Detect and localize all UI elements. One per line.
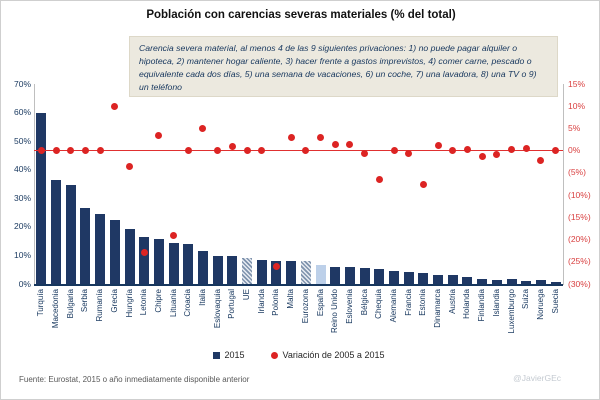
variation-dot-Chipre xyxy=(155,132,162,139)
left-tick-label: 70% xyxy=(13,78,31,89)
bar-Eurozona xyxy=(301,261,311,284)
x-label-Eurozona: Eurozona xyxy=(300,289,310,324)
bar-Austria xyxy=(448,275,458,284)
x-label-Rumanía: Rumanía xyxy=(95,289,105,322)
right-tick-label: 5% xyxy=(568,122,581,133)
x-label-Francia: Francia xyxy=(403,289,413,316)
left-tick-label: 20% xyxy=(13,221,31,232)
x-label-Chipre: Chipre xyxy=(153,289,163,313)
bar-Italia xyxy=(198,251,208,284)
variation-dot-Grecia xyxy=(111,103,118,110)
zero-line xyxy=(34,150,563,151)
annotation-box xyxy=(129,36,558,97)
right-tick-label: 15% xyxy=(568,78,586,89)
bar-Grecia xyxy=(110,220,120,284)
variation-dot-UE xyxy=(244,147,251,154)
variation-dot-Malta xyxy=(288,134,295,141)
left-tick-label: 60% xyxy=(13,107,31,118)
variation-dot-España xyxy=(317,134,324,141)
bar-Holanda xyxy=(462,277,472,284)
footer-source: Fuente: Eurostat, 2015 o año inmediatamente disponible anterior xyxy=(19,375,250,384)
bar-Lituania xyxy=(169,243,179,284)
variation-dot-Estonia xyxy=(420,181,427,188)
variation-dot-Irlanda xyxy=(258,147,265,154)
x-label-Irlanda: Irlanda xyxy=(256,289,266,314)
variation-dot-Holanda xyxy=(464,146,471,153)
legend-item-2015 xyxy=(213,350,245,360)
variation-dot-Croacia xyxy=(185,147,192,154)
legend-dot-label: Variación de 2005 a 2015 xyxy=(282,350,385,360)
x-label-Croacia: Croacia xyxy=(183,289,193,317)
right-tick-label: (25%) xyxy=(568,256,591,267)
variation-dot-Portugal xyxy=(229,143,236,150)
bar-Irlanda xyxy=(257,260,267,284)
bar-Suecia xyxy=(551,282,561,284)
x-label-Turquía: Turquía xyxy=(36,289,46,317)
bar-Macedonia xyxy=(51,180,61,284)
x-label-Suecia: Suecia xyxy=(550,289,560,314)
annotation-text: Carencia severa material, al menos 4 de las 9 siguientes privaciones: 1) no puede pagar alquiler o hipoteca, 2) mantener hogar caliente, 3) hacer frente a gastos imprevistos, 4) comer carne, pescado o equivalente cada dos días, 5) una semana de vacaciones, 6) un coche, 7) una lavadora, 8) una TV o 9) un teléfono xyxy=(139,43,537,92)
variation-dot-Bélgica xyxy=(361,150,368,157)
right-tick-label: 0% xyxy=(568,145,581,156)
variation-dot-Macedonia xyxy=(53,147,60,154)
x-label-Holanda: Holanda xyxy=(462,289,472,319)
x-label-Reino Unido: Reino Unido xyxy=(330,289,340,334)
variation-dot-Eslovaquia xyxy=(214,147,221,154)
legend-bar-label: 2015 xyxy=(224,350,245,360)
right-tick-label: (15%) xyxy=(568,211,591,222)
bar-Turquía xyxy=(36,113,46,284)
x-label-Serbia: Serbia xyxy=(80,289,90,313)
x-label-Grecia: Grecia xyxy=(109,289,119,313)
variation-dot-Francia xyxy=(405,150,412,157)
right-axis-line xyxy=(563,84,564,285)
x-label-Suiza: Suiza xyxy=(521,289,531,310)
bar-Reino Unido xyxy=(330,267,340,284)
x-label-Letonia: Letonia xyxy=(139,289,149,316)
bar-Noruega xyxy=(536,280,546,284)
variation-dot-Serbia xyxy=(82,147,89,154)
x-label-Dinamarca: Dinamarca xyxy=(433,289,443,328)
x-label-Lituania: Lituania xyxy=(168,289,178,318)
variation-dot-Suecia xyxy=(552,147,559,154)
x-label-Italia: Italia xyxy=(197,289,207,306)
variation-dot-Turquía xyxy=(38,147,45,154)
x-label-Islandia: Islandia xyxy=(491,289,501,317)
bar-Croacia xyxy=(183,244,193,284)
variation-dot-Bulgaria xyxy=(67,147,74,154)
variation-dot-Italia xyxy=(199,125,206,132)
bar-Finlandia xyxy=(477,279,487,284)
bar-España xyxy=(316,265,326,284)
left-tick-label: 50% xyxy=(13,135,31,146)
variation-dot-Chequia xyxy=(376,176,383,183)
x-label-Austria: Austria xyxy=(447,289,457,314)
variation-dot-Noruega xyxy=(537,157,544,164)
x-label-Bulgaria: Bulgaria xyxy=(65,289,75,319)
bar-Rumanía xyxy=(95,214,105,284)
left-tick-label: 30% xyxy=(13,192,31,203)
bar-Alemania xyxy=(389,271,399,284)
bar-Serbia xyxy=(80,208,90,284)
bar-series-swatch-icon xyxy=(213,352,220,359)
x-label-Finlandia: Finlandia xyxy=(477,289,487,322)
variation-dot-Suiza xyxy=(523,145,530,152)
bar-Bulgaria xyxy=(66,185,76,284)
bar-Portugal xyxy=(227,256,237,284)
bar-UE xyxy=(242,258,252,284)
variation-dot-Rumanía xyxy=(97,147,104,154)
x-label-UE: UE xyxy=(242,289,252,301)
x-label-Alemania: Alemania xyxy=(389,289,398,323)
bar-Estonia xyxy=(418,273,428,284)
variation-dot-Polonia xyxy=(273,263,280,270)
bar-Islandia xyxy=(492,280,502,284)
right-tick-label: (10%) xyxy=(568,189,591,200)
x-label-Hungría: Hungría xyxy=(124,289,134,318)
x-label-Eslovaquia: Eslovaquia xyxy=(212,289,222,329)
variation-dot-Islandia xyxy=(493,151,500,158)
bar-Dinamarca xyxy=(433,275,443,284)
variation-dot-Luxemburgo xyxy=(508,146,515,153)
variation-dot-Lituania xyxy=(170,232,177,239)
bar-Eslovenia xyxy=(345,267,355,284)
bar-Chequia xyxy=(374,269,384,284)
page-title: Población con carencias severas materiales (% del total) xyxy=(146,9,456,21)
bar-Malta xyxy=(286,261,296,284)
legend xyxy=(34,350,563,360)
dot-series-swatch-icon xyxy=(271,352,278,359)
variation-dot-Finlandia xyxy=(479,153,486,160)
x-label-Eslovenia: Eslovenia xyxy=(344,289,354,324)
variation-dot-Reino Unido xyxy=(332,141,339,148)
x-label-Malta: Malta xyxy=(286,289,296,309)
right-tick-label: 10% xyxy=(568,100,586,111)
x-label-Luxemburgo: Luxemburgo xyxy=(506,289,516,334)
bar-Bélgica xyxy=(360,268,370,284)
left-tick-label: 10% xyxy=(13,249,31,260)
bar-Francia xyxy=(404,272,414,284)
bar-Chipre xyxy=(154,239,164,284)
left-axis-line xyxy=(34,84,35,285)
legend-item-variation xyxy=(271,350,385,360)
x-label-Polonia: Polonia xyxy=(271,289,281,316)
right-tick-label: (5%) xyxy=(568,167,586,178)
right-tick-label: (20%) xyxy=(568,234,591,245)
x-axis-line xyxy=(34,284,563,286)
x-label-Noruega: Noruega xyxy=(535,289,545,320)
left-tick-label: 40% xyxy=(13,164,31,175)
variation-dot-Eslovenia xyxy=(346,141,353,148)
variation-dot-Alemania xyxy=(391,147,398,154)
x-label-Bélgica: Bélgica xyxy=(359,289,369,316)
bar-Eslovaquia xyxy=(213,256,223,284)
bar-Luxemburgo xyxy=(507,279,517,284)
variation-dot-Austria xyxy=(449,147,456,154)
right-tick-label: (30%) xyxy=(568,278,591,289)
bar-Suiza xyxy=(521,281,531,284)
bar-Hungría xyxy=(125,229,135,284)
x-label-Portugal: Portugal xyxy=(227,289,237,319)
bar-Letonia xyxy=(139,237,149,284)
footer-credit: @JavierGEc xyxy=(513,373,561,383)
x-label-Estonia: Estonia xyxy=(418,289,428,316)
x-label-España: España xyxy=(315,289,325,317)
left-tick-label: 0% xyxy=(18,278,31,289)
variation-dot-Dinamarca xyxy=(435,142,442,149)
x-label-Macedonia: Macedonia xyxy=(51,289,61,329)
variation-dot-Hungría xyxy=(126,163,133,170)
x-label-Chequia: Chequia xyxy=(374,289,384,319)
variation-dot-Eurozona xyxy=(302,147,309,154)
